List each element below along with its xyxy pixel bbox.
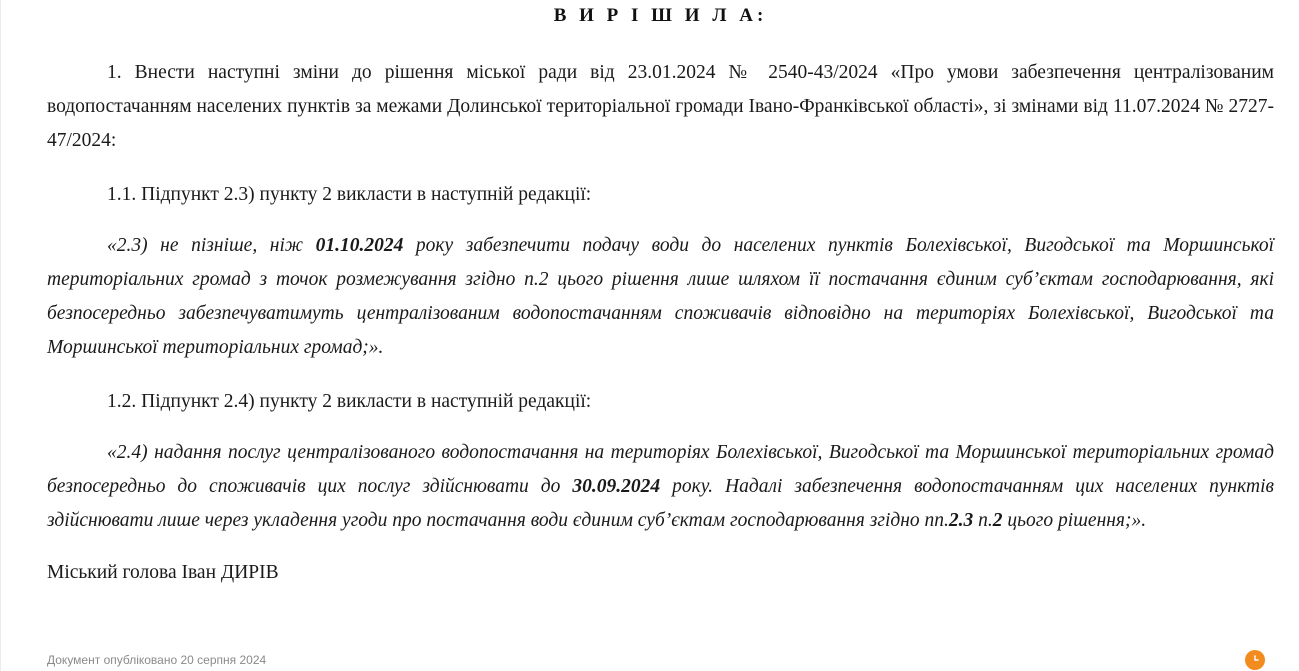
left-border xyxy=(0,0,1,671)
item-1-paragraph: 1. Внести наступні зміни до рішення міської ради від 23.01.2024 № 2540-43/2024 «Про умови забезпечення централізованим водопостачанням населених пунктів за межами Долинської територіальної громади Івано-Франківської області», зі змінами від 11.07.2024 № 2727-47/2024: xyxy=(47,62,1274,151)
quote-2-3-text-start: «2.3) не пізніше, ніж xyxy=(107,235,316,256)
published-date: Документ опубліковано 20 серпня 2024 xyxy=(47,653,267,667)
quote-2-4-text-mid2: п. xyxy=(973,510,993,531)
quote-2-4-date: 30.09.2024 xyxy=(572,476,661,497)
quote-2-4-text-middle: року. Надалі забезпечення водопостачанням цих населених пунктів здійснювати лише через укладення угоди про постачання води єдиним суб’єктам господарювання згідно пп. xyxy=(47,476,1275,531)
item-1-1-paragraph: 1.1. Підпункт 2.3) пункту 2 викласти в наступній редакції: xyxy=(107,184,592,205)
quote-2-3-text-end: року забезпечити подачу води до населених пунктів Болехівської, Вигодської та Моршинської територіальних громад з точок розмежування згідно п.2 цього рішення лише шляхом її постачання єдиним суб’єктам господарювання, які безпосередньо забезпечуватимуть централізованим водопостачанням споживачів відповідно на територіях Болехівської, Вигодської та Моршинської територіальних громад;». xyxy=(47,235,1275,358)
mayor-signature: Міський голова Іван ДИРІВ xyxy=(47,562,279,583)
clock-icon[interactable] xyxy=(1245,650,1265,670)
decision-heading: В И Р І Ш И Л А: xyxy=(553,5,768,26)
quote-2-4-ref-subpoint: 2.3 xyxy=(948,510,974,531)
item-1-2-paragraph: 1.2. Підпункт 2.4) пункту 2 викласти в наступній редакції: xyxy=(107,391,592,412)
quote-2-4-text-end: цього рішення;». xyxy=(1002,510,1147,531)
quote-2-3-date: 01.10.2024 xyxy=(315,235,404,256)
document-body xyxy=(47,0,1274,590)
quote-2-3-paragraph xyxy=(47,229,1274,365)
quote-2-4-paragraph xyxy=(47,436,1274,538)
quote-2-4-ref-point: 2 xyxy=(992,510,1003,531)
quote-2-4-text-start: «2.4) надання послуг централізованого водопостачання на територіях Болехівської, Вигодської та Моршинської територіальних громад безпосередньо до споживачів цих послуг здійснювати до xyxy=(47,442,1274,497)
